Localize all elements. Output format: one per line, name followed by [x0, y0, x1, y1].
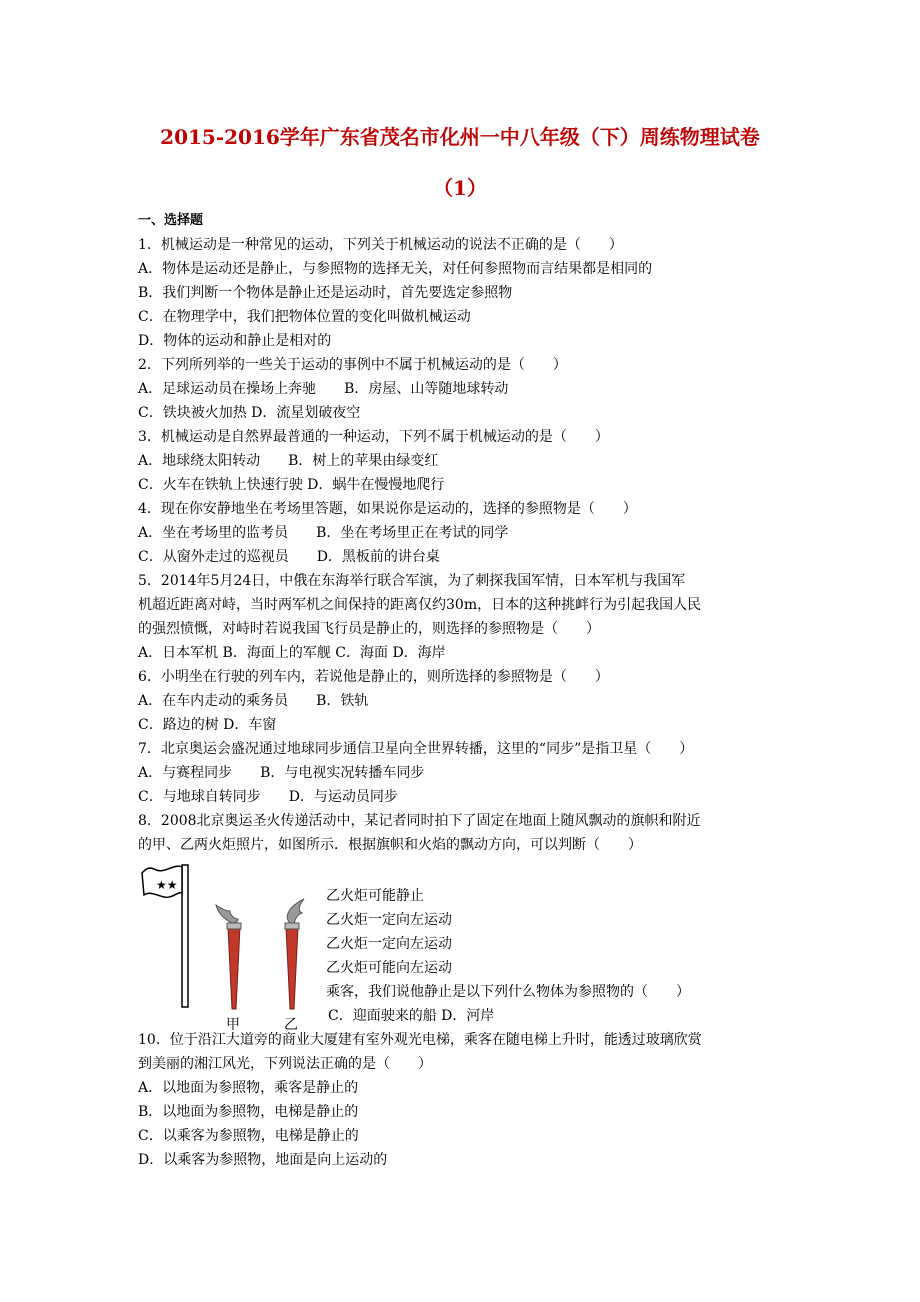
flag-stars-icon: ★★	[156, 878, 178, 892]
question-line: 4．现在你安静地坐在考场里答题，如果说你是运动的，选择的参照物是（ ）	[138, 501, 637, 517]
question-line: 10．位于沿江大道旁的商业大厦建有室外观光电梯，乘客在随电梯上升时，能透过玻璃欣赏	[138, 1032, 702, 1048]
figure-side-text	[326, 884, 690, 1028]
option-line: C．以乘客为参照物，电梯是静止的	[138, 1128, 359, 1144]
question-line: 2．下列所列举的一些关于运动的事例中不属于机械运动的是（ ）	[138, 357, 567, 373]
question-8-figure-block	[138, 861, 788, 1033]
option-line: C．火车在铁轨上快速行驶 D．蜗牛在慢慢地爬行	[138, 477, 445, 493]
option-line: C．在物理学中，我们把物体位置的变化叫做机械运动	[138, 309, 471, 325]
option-line: C．迎面驶来的船 D．河岸	[328, 1008, 495, 1024]
option-line: B．以地面为参照物，电梯是静止的	[138, 1104, 359, 1120]
question-list-bottom	[138, 1028, 788, 1172]
torch-yi-icon	[286, 927, 298, 1009]
option-line: 乙火炬一定向左运动	[326, 936, 452, 952]
option-line: A．物体是运动还是静止，与参照物的选择无关，对任何参照物而言结果都是相同的	[138, 261, 653, 277]
question-line: 的甲、乙两火炬照片，如图所示．根据旗帜和火焰的飘动方向，可以判断（ ）	[138, 837, 642, 853]
torch-jia-icon	[228, 927, 240, 1009]
torch-jia-flame-icon	[216, 905, 238, 923]
question-line: 的强烈愤慨，对峙时若说我国飞行员是静止的，则选择的参照物是（ ）	[138, 621, 600, 637]
document-title: 2015-2016学年广东省茂名市化州一中八年级（下）周练物理试卷	[160, 125, 760, 149]
option-line: C．从窗外走过的巡视员 D．黑板前的讲台桌	[138, 549, 440, 565]
option-line: D．以乘客为参照物，地面是向上运动的	[138, 1152, 388, 1168]
option-line: C．铁块被火加热 D．流星划破夜空	[138, 405, 361, 421]
torch-jia-label: 甲	[226, 1017, 240, 1033]
option-line: A．地球绕太阳转动 B．树上的苹果由绿变红	[138, 453, 439, 469]
option-line: A．与赛程同步 B．与电视实况转播车同步	[138, 765, 425, 781]
option-line: C．路边的树 D．车窗	[138, 717, 277, 733]
flag-pole	[182, 865, 188, 1007]
section-heading: 一、选择题	[138, 213, 204, 228]
option-line: A．足球运动员在操场上奔驰 B．房屋、山等随地球转动	[138, 381, 509, 397]
option-line: D．物体的运动和静止是相对的	[138, 333, 332, 349]
question-line: 8．2008北京奥运圣火传递活动中，某记者同时拍下了固定在地面上随风飘动的旗帜和附近	[138, 813, 701, 829]
document-title-number: （1）	[433, 176, 487, 200]
torch-yi-grip	[285, 923, 299, 929]
option-line: A．日本军机 B．海面上的军舰 C．海面 D．海岸	[138, 645, 446, 661]
option-line: 乙火炬可能向左运动	[326, 960, 452, 976]
question-line: 6．小明坐在行驶的列车内，若说他是静止的，则所选择的参照物是（ ）	[138, 669, 609, 685]
option-line: 乙火炬一定向左运动	[326, 912, 452, 928]
question-line: 机超近距离对峙，当时两军机之间保持的距离仅约30m，日本的这种挑衅行为引起我国人民	[138, 597, 702, 613]
question-line: 3．机械运动是自然界最普通的一种运动，下列不属于机械运动的是（ ）	[138, 429, 609, 445]
question-line: 1．机械运动是一种常见的运动，下列关于机械运动的说法不正确的是（ ）	[138, 237, 623, 253]
option-line: A．以地面为参照物，乘客是静止的	[138, 1080, 359, 1096]
option-line: C．与地球自转同步 D．与运动员同步	[138, 789, 398, 805]
question-list-top	[138, 209, 788, 857]
torch-yi-flame-icon	[287, 899, 304, 923]
question-line: 乘客，我们说他静止是以下列什么物体为参照物的（ ）	[326, 984, 690, 1000]
option-line: A．坐在考场里的监考员 B．坐在考场里正在考试的同学	[138, 525, 509, 541]
torch-jia-grip	[227, 923, 241, 929]
option-line: A．在车内走动的乘务员 B．铁轨	[138, 693, 369, 709]
option-line: 乙火炬可能静止	[326, 888, 424, 904]
question-line: 到美丽的湘江风光，下列说法正确的是（ ）	[138, 1056, 432, 1072]
question-line: 7．北京奥运会盛况通过地球同步通信卫星向全世界转播，这里的“同步”是指卫星（ ）	[138, 741, 694, 757]
flag-torch-figure	[138, 861, 318, 1033]
torch-yi-label: 乙	[284, 1017, 298, 1033]
question-line: 5．2014年5月24日，中俄在东海举行联合军演，为了刺探我国军情，日本军机与我国军	[138, 573, 686, 589]
option-line: B．我们判断一个物体是静止还是运动时，首先要选定参照物	[138, 285, 513, 301]
